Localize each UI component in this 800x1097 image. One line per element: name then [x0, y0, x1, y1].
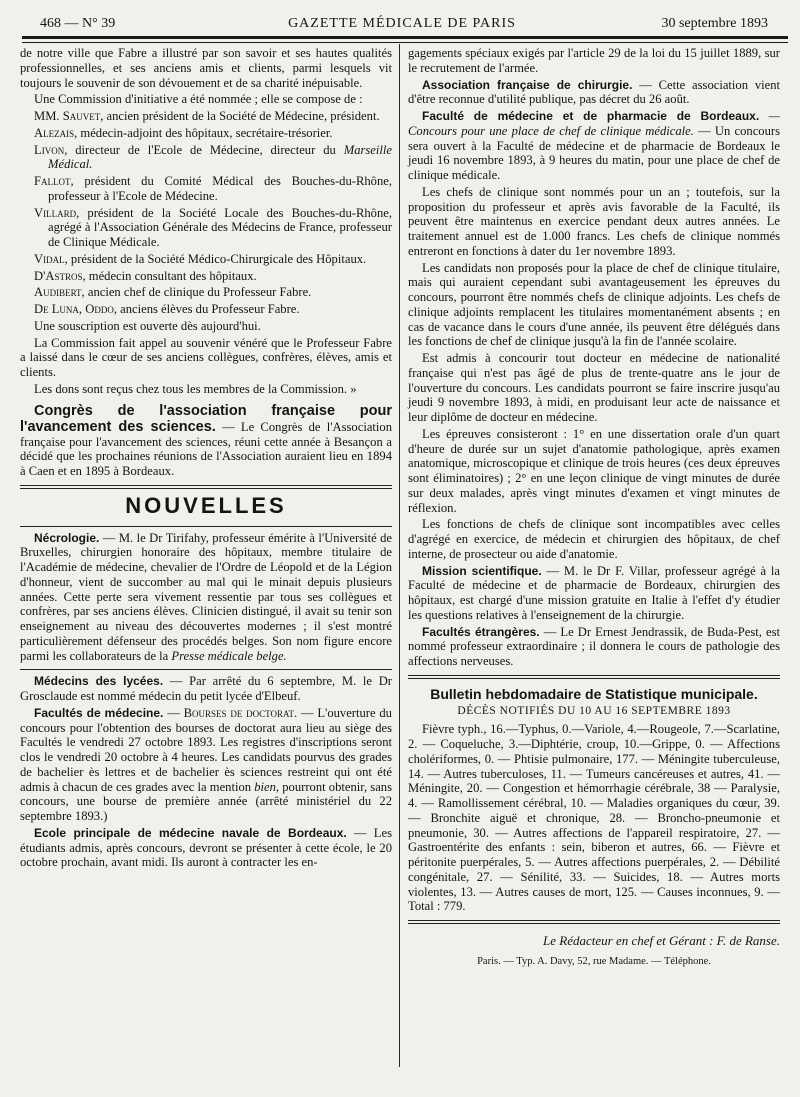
page-number: 468 — N° 39	[40, 16, 116, 31]
right-column	[408, 46, 780, 970]
bulletin-subtitle: DÉCÈS NOTIFIÉS DU 10 AU 16 SEPTEMBRE 1893	[457, 704, 731, 717]
header-rule	[22, 36, 788, 43]
engagements-text: gagements spéciaux exigés par l'article 29 de la loi du 15 juillet 1889, sur le recrutement de l'armée.	[408, 46, 780, 75]
etrangeres-article: Facultés étrangères. — Le Dr Ernest Jendrassik, de Buda-Pest, est nommé professeur extraordinaire ; il donnera le cours de pathologie des affections nerveuses.	[408, 624, 781, 668]
section-rule	[20, 485, 392, 489]
facultes-article: Facultés de médecine. — Bourses de doctorat. — L'ouverture du concours pour l'obtention des bourses de doctorat aura lieu au siège des Facultés le vendredi 27 octobre 1893. Les registres d'inscriptions seront clos le vendredi 20 octobre à 4 heures. Les candidats pourvus des grades de bachelier ès lettres et de bachelier ès sciences restreint qui ont été admis à chacun de ces grades avec la mention bien, pourront obtenir, sans concours, une bourse de première année (arrêté ministériel du 22 septembre 1893.)	[20, 705, 392, 823]
ecole-navale-article: Ecole principale de médecine navale de Bordeaux. — Les étudiants admis, après concours, devront se présenter à cette école, le 20 octobre prochain, avant midi. Ils auront à contracter les en-	[20, 825, 392, 870]
bulletin-title: Bulletin hebdomadaire de Statistique municipale.	[430, 685, 758, 702]
lycees-article: Médecins des lycées. — Par arrêté du 6 septembre, M. le Dr Grosclaude est nommé médecin du petit lycée d'Elbeuf.	[20, 674, 392, 703]
congres-article: Congrès de l'association française pour l'avancement des sciences. — Le Congrès de l'Association française pour l'avancement des sciences, réuni cette année à Besançon a décidé que les prochaines réunions de l'Association auraient lieu en 1894 à Caen et en 1895 à Bordeaux.	[20, 402, 392, 478]
commission-intro: Une Commission d'initiative a été nommée ; elle se compose de :	[34, 92, 363, 107]
footer-rule	[408, 920, 780, 924]
necrologie-article: Nécrologie. — M. le Dr Tirifahy, professeur émérite à l'Université de Bruxelles, chirurgien honoraire des hôpitaux, membre titulaire de l'Académie de médecine, chevalier de l'Ordre de Léopold et de la Légion d'honneur, vient de succomber au mal qui le minait depuis plusieurs années. Cette perte sera vivement ressentie par tous ses collègues et confrères, par ses anciens élèves. Clinicien distingué, il avait su tenir son enseignement au niveau des découvertes modernes ; il s'est montré particulièrement défenseur des procédés belges. Son nom figure encore parmi les collaborateurs de la Presse médicale belge.	[20, 530, 392, 663]
death-statistics: Fièvre typh., 16.—Typhus, 0.—Variole, 4.—Rougeole, 7.—Scarlatine, 2. — Coqueluche, 3.—Diphtérie, croup, 10.—Grippe, 0. — Affections cholériformes, 0. — Phtisie pulmonaire, 177. — Méningite tuberculeuse, 14. — Autres tuberculoses, 11. — Tumeurs cancéreuses et autres, 41. — Méningite, 20. — Congestion et hémorrhagie cérébrale, 38 — Paralysie, 4. — Ramollissement cérébral, 10. — Maladies organiques du cœur, 39. — Bronchite aiguë et chronique, 28. — Broncho-pneumonie et pneumonie, 30. — Autres affections de l'appareil respiratoire, 27. — Gastroentérite des enfants : sein, biberon et autres, 66. — Fièvre et péritonite puerpérales, 5. — Autres affections puerpérales, 2. — Débilité congénitale, 27. — Sénilité, 33. — Suicides, 18. — Autres morts violentes, 13. — Autres causes de mort, 125. — Causes inconnues, 9. — Total : 779.	[408, 722, 780, 914]
nouvelles-title: NOUVELLES	[125, 492, 287, 518]
fabre-paragraph: de notre ville que Fabre a illustré par son savoir et ses hautes qualités professionnelles, et ses anciens amis et clients, parmi lesquels vit toujours le souvenir de son dévouement et de sa charité inépuisable.	[20, 46, 392, 90]
congres-heading: Congrès de l'association française pour l'avancement des sciences.	[20, 402, 392, 435]
subscription-text: Une souscription est ouverte dès aujourd'hui.	[34, 318, 261, 333]
editor-credit: Le Rédacteur en chef et Gérant : F. de Ranse.	[543, 933, 780, 948]
member-fallot: Fallot, président du Comité Médical des Bouches-du-Rhône, professeur à l'Ecole de Médecine.	[34, 174, 392, 203]
journal-title: GAZETTE MÉDICALE DE PARIS	[288, 16, 516, 31]
member-sauvet: MM. Sauvet, ancien président de la Société de Médecine, président.	[34, 109, 380, 123]
bulletin-rule	[408, 675, 780, 679]
rule-2	[20, 669, 392, 670]
member-vidal: Vidal, président de la Société Médico-Chirurgicale des Hôpitaux.	[34, 251, 367, 266]
bordeaux-article: Faculté de médecine et de pharmacie de Bordeaux. — Concours pour une place de chef de clinique médicale. — Un concours sera ouvert à la Faculté de médecine et de pharmacie de Bordeaux le jeudi 16 novembre 1893, à 9 heures du matin, pour une place de chef de clinique médicale.	[408, 109, 780, 182]
member-audibert: Audibert, ancien chef de clinique du Professeur Fabre.	[34, 285, 312, 300]
donations-text: Les dons sont reçus chez tous les membres de la Commission. »	[34, 381, 357, 396]
printer-credit: Paris. — Typ. A. Davy, 52, rue Madame. — Téléphone.	[477, 955, 711, 967]
appeal-text: La Commission fait appel au souvenir vénéré que le Professeur Fabre a laissé dans le cœur de ses anciens collègues, confrères, élèves, amis et clients.	[20, 335, 392, 379]
member-livon: Livon, directeur de l'Ecole de Médecine, directeur du Marseille Médical.	[34, 142, 392, 172]
member-astros: D'Astros, médecin consultant des hôpitaux.	[34, 268, 257, 283]
member-deluna-oddo: De Luna, Oddo, anciens élèves du Professeur Fabre.	[34, 302, 300, 316]
nouvelles-rule	[20, 526, 392, 527]
bordeaux-para-3: Les candidats non proposés pour la place de chef de clinique titulaire, mais qui auraient cependant subi avantageusement les épreuves du concours, pourront être nommés chefs de clinique adjoints. Les chefs de clinique adjoints remplacent les titulaires momentanément absents ; en cas de vacance dans le cours d'une année, ils peuvent être délégués dans les fonctions de chef de clinique jusqu'à la fin de l'année scolaire.	[408, 260, 780, 349]
bordeaux-para-4: Est admis à concourir tout docteur en médecine de nationalité française qui n'est pas âgé de plus de trente-quatre ans le jour de l'ouverture du concours. Les candidats pourront se faire inscrire jusqu'au jeudi 9 novembre 1893, à midi, en produisant leur acte de naissance et leur diplôme de docteur en médecine.	[408, 351, 780, 424]
issue-date: 30 septembre 1893	[661, 16, 768, 31]
chirurgie-article: Association française de chirurgie. — Cette association vient d'être reconnue d'utilité publique, pas décret du 26 août.	[408, 77, 781, 107]
mission-article: Mission scientifique. — M. le Dr F. Villar, professeur agrégé à la Faculté de médecine et de pharmacie de Bordeaux, chirurgien des hôpitaux, est chargé d'une mission gratuite en Italie à l'effet d'y étudier les questions relatives à l'enseignement de la chirurgie.	[408, 563, 780, 622]
bordeaux-para-2: Les chefs de clinique sont nommés pour un an ; toutefois, sur la proposition du professeur et après avis favorable de la Faculté, ils peuvent être maintenus en exercice pendant deux autres années. Le traitement annuel est de 1.000 francs. Les chefs de clinique nommés entreront en fonctions à dater du 1er novembre 1893.	[408, 184, 780, 258]
left-column	[20, 46, 392, 872]
member-alezais: Alezais, médecin-adjoint des hôpitaux, secrétaire-trésorier.	[34, 125, 333, 140]
bordeaux-para-6: Les fonctions de chefs de clinique sont incompatibles avec celles d'agrégé en exercice, de médecin et chirurgien des hôpitaux, de chef interne, de prosecteur ou aide d'anatomie.	[408, 517, 780, 561]
page-header	[22, 14, 782, 36]
bordeaux-para-5: Les épreuves consisteront : 1° en une dissertation orale d'un quart d'heure de durée sur un sujet d'anatomie pathologique, après examen anatomique, microscopique et clinique de trois heures (ces deux épreuves sont éliminatoires) ; 2° en une leçon clinique de vingt minutes de durée sur deux malades, après vingt minutes d'examen et vingt minutes de réflexion.	[408, 426, 780, 515]
column-divider	[399, 44, 400, 1067]
member-villard: Villard, président de la Société Locale des Bouches-du-Rhône, agrégé à l'Association Générale des Médecins de France, professeur de Clinique Médicale.	[34, 205, 392, 249]
